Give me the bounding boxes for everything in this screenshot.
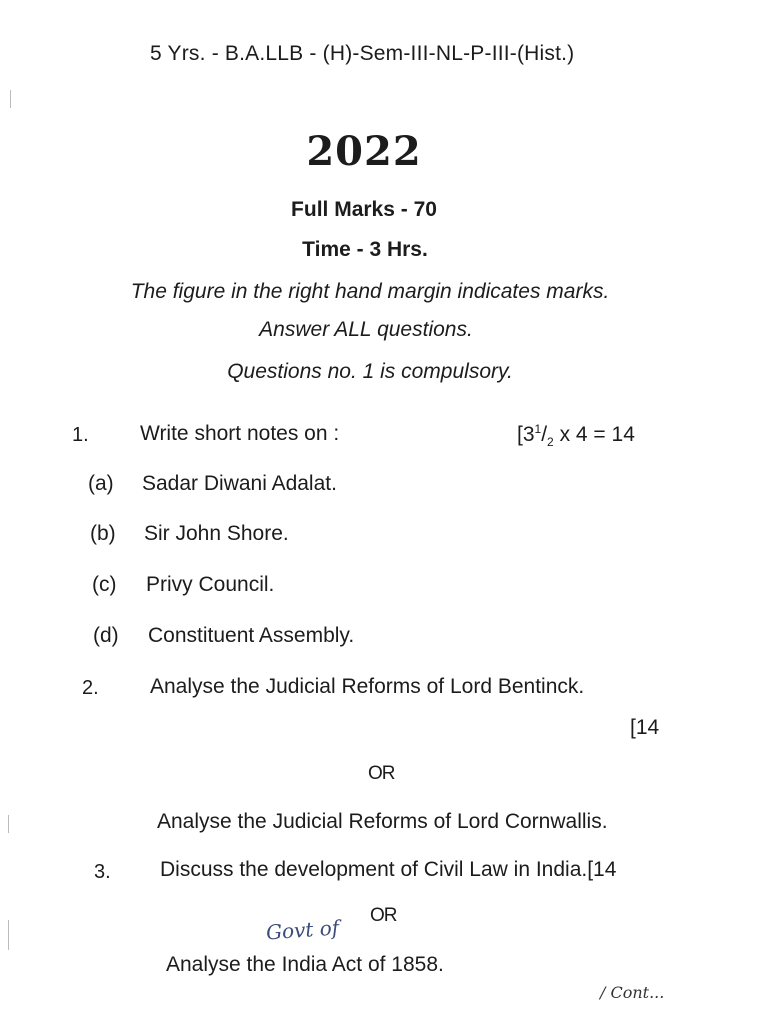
question-number: 2.: [82, 677, 99, 699]
margin-mark: [8, 920, 9, 950]
full-marks: Full Marks - 70: [291, 198, 437, 221]
question-number: 1.: [72, 424, 89, 446]
question-alt-text: Analyse the India Act of 1858.: [166, 953, 444, 976]
or-separator: OR: [370, 905, 397, 926]
exam-year: 2022: [306, 128, 422, 175]
or-separator: OR: [368, 763, 395, 784]
part-label: (a): [88, 472, 114, 495]
instruction-marks: The figure in the right hand margin indicates marks.: [130, 280, 610, 303]
margin-mark: [8, 815, 9, 833]
instruction-answer-all: Answer ALL questions.: [259, 318, 473, 341]
continued-marker: / Cont...: [600, 983, 665, 1002]
handwritten-note: Govt of: [265, 915, 340, 945]
question-text: Discuss the development of Civil Law in India.[14: [160, 858, 617, 881]
question-marks: [$3^1/_2$ x 4 = 14: [517, 422, 635, 450]
part-label: (b): [90, 522, 116, 545]
exam-time: Time - 3 Hrs.: [302, 238, 428, 261]
instruction-compulsory: Questions no. 1 is compulsory.: [227, 360, 513, 383]
part-label: (c): [92, 573, 117, 596]
question-text: Write short notes on :: [140, 422, 340, 445]
part-text: Privy Council.: [146, 573, 275, 596]
part-label: (d): [93, 624, 119, 647]
course-code: 5 Yrs. - B.A.LLB - (H)-Sem-III-NL-P-III-(Hist.): [150, 42, 575, 65]
part-text: Sir John Shore.: [144, 522, 289, 545]
question-text: Analyse the Judicial Reforms of Lord Bentinck.: [150, 675, 585, 698]
part-text: Sadar Diwani Adalat.: [142, 472, 337, 495]
margin-mark: [10, 90, 11, 108]
part-text: Constituent Assembly.: [148, 624, 355, 647]
question-alt-text: Analyse the Judicial Reforms of Lord Cornwallis.: [157, 810, 608, 833]
question-marks: [14: [630, 716, 660, 739]
question-number: 3.: [94, 861, 111, 883]
